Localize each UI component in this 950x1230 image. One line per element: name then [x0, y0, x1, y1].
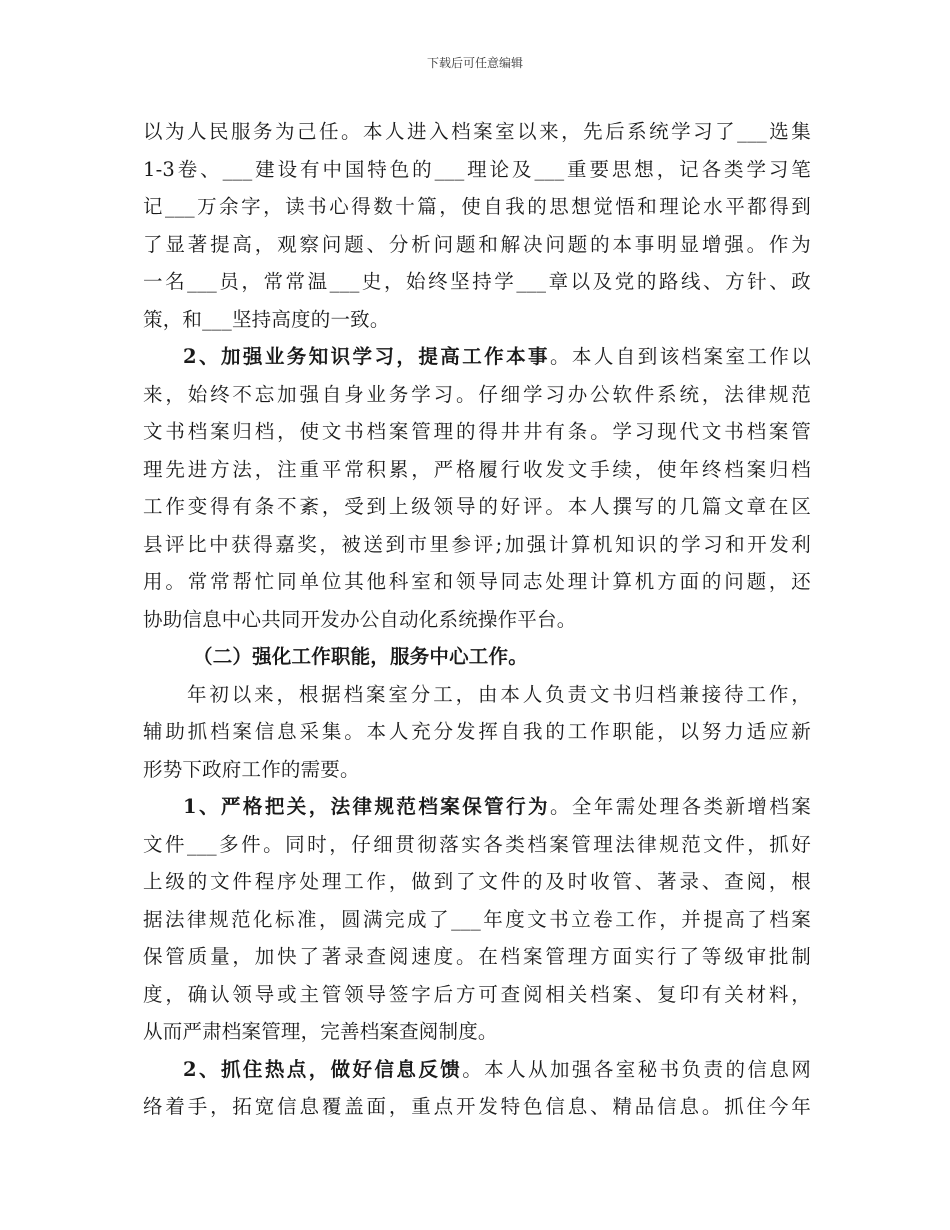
text-line [143, 713, 811, 751]
line-text: 辅助抓档案信息采集。本人充分发挥自我的工作职能，以努力适应新 [143, 720, 811, 743]
line-text: 以为人民服务为己任。本人进入档案室以来，先后系统学习了___选集 [143, 120, 811, 143]
text-line [143, 1088, 811, 1126]
text-line [143, 938, 811, 976]
text-line [143, 526, 811, 564]
text-line [143, 488, 811, 526]
text-line [143, 301, 811, 339]
line-text: 文书档案归档，使文书档案管理的得井井有条。学习现代文书档案管 [143, 420, 811, 443]
text-line [143, 451, 811, 489]
body-text [143, 113, 811, 1126]
text-line [143, 263, 811, 301]
text-line [143, 863, 811, 901]
section-heading: 2、加强业务知识学习，提高工作本事 [183, 345, 550, 368]
text-line [143, 788, 811, 826]
line-text: 协助信息中心共同开发办公自动化系统操作平台。 [143, 607, 577, 631]
line-text: 用。常常帮忙同单位其他科室和领导同志处理计算机方面的问题，还 [143, 570, 811, 593]
text-line [143, 151, 811, 189]
text-line [143, 188, 811, 226]
line-text: 策，和___坚持高度的一致。 [143, 307, 390, 331]
section-heading: 1、严格把关，法律规范档案保管行为 [183, 795, 550, 818]
line-text: 文件___多件。同时，仔细贯彻落实各类档案管理法律规范文件，抓好 [143, 832, 811, 856]
text-line [143, 413, 811, 451]
text-line [143, 751, 811, 789]
text-line [143, 901, 811, 939]
text-line [143, 676, 811, 714]
line-text: 保管质量，加快了著录查阅速度。在档案管理方面实行了等级审批制 [143, 945, 811, 968]
text-line [143, 1013, 811, 1051]
text-line [143, 338, 811, 376]
line-text: 工作变得有条不紊，受到上级领导的好评。本人撰写的几篇文章在区 [143, 495, 811, 518]
line-text: 记___万余字，读书心得数十篇，使自我的思想觉悟和理论水平都得到 [143, 195, 811, 218]
text-line [143, 113, 811, 151]
text-line [143, 601, 811, 639]
line-text: 来，始终不忘加强自身业务学习。仔细学习办公软件系统，法律规范 [143, 382, 811, 406]
line-text: 从而严肃档案管理，完善档案查阅制度。 [143, 1020, 498, 1043]
line-text: 。本人从加强各室秘书负责的信息网 [462, 1057, 811, 1081]
line-text: 县评比中获得嘉奖，被送到市里参评;加强计算机知识的学习和开发利 [143, 532, 811, 556]
line-text: 理先进方法，注重平常积累，严格履行收发文手续，使年终档案归档 [143, 457, 811, 481]
text-line [143, 563, 811, 601]
line-text: 度，确认领导或主管领导签字后方可查阅相关档案、复印有关材料， [143, 982, 811, 1006]
text-line [143, 376, 811, 414]
line-text: 年初以来，根据档案室分工，由本人负责文书归档兼接待工作， [187, 682, 811, 706]
line-text: 1-3卷、___建设有中国特色的___理论及___重要思想，记各类学习笔 [143, 157, 811, 181]
line-text: 了显著提高，观察问题、分析问题和解决问题的本事明显增强。作为 [143, 232, 811, 256]
line-text: 。全年需处理各类新增档案 [550, 795, 812, 818]
line-text: 络着手，拓宽信息覆盖面，重点开发特色信息、精品信息。抓住今年 [143, 1095, 811, 1118]
text-line [143, 1051, 811, 1089]
line-text: 一名___员，常常温___史，始终坚持学___章以及党的路线、方针、政 [143, 270, 811, 293]
section-heading: 2、抓住热点，做好信息反馈 [183, 1057, 463, 1081]
text-line [143, 826, 811, 864]
text-line [143, 638, 811, 676]
line-text: 。本人自到该档案室工作以 [550, 345, 812, 368]
page-header: 下载后可任意编辑 [426, 56, 523, 70]
line-text: 上级的文件程序处理工作，做到了文件的及时收管、著录、查阅，根 [143, 870, 811, 893]
section-heading: （二）强化工作职能，服务中心工作。 [193, 645, 528, 668]
line-text: 据法律规范化标准，圆满完成了___年度文书立卷工作，并提高了档案 [143, 907, 811, 931]
line-text: 形势下政府工作的需要。 [143, 757, 360, 781]
text-line [143, 226, 811, 264]
text-line [143, 976, 811, 1014]
